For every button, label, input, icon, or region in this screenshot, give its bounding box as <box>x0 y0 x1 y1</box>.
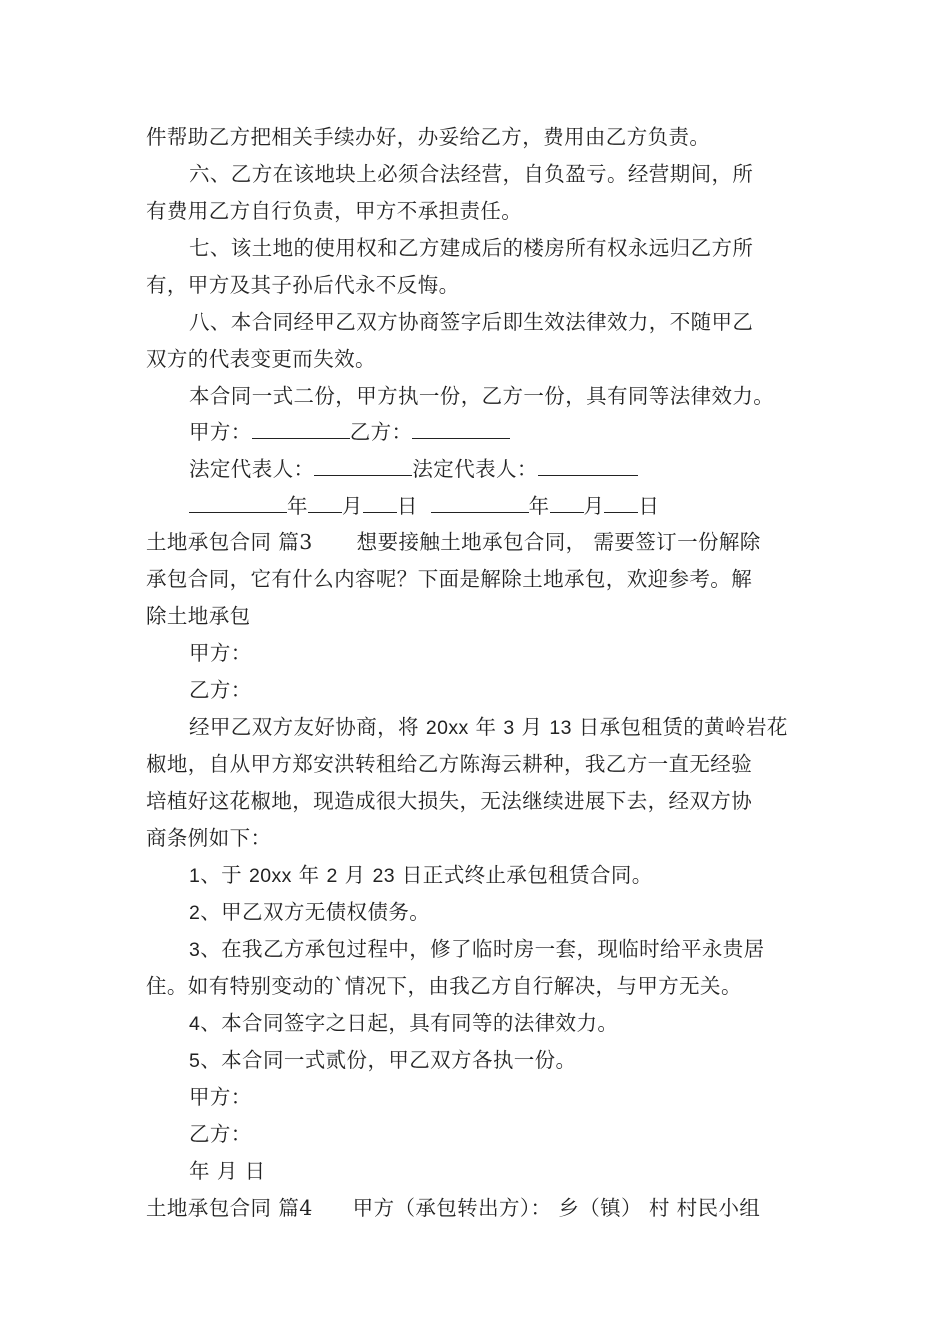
section-3-intro: 想要接触土地承包合同， 需要签订一份解除 <box>356 530 761 554</box>
date-blank <box>431 490 529 513</box>
list-item-1: 1、于 20xx 年 2 月 23 日正式终止承包租赁合同。 <box>189 863 653 887</box>
copies-clause: 本合同一式二份，甲方执一份，乙方一份，具有同等法律效力。 <box>189 384 775 408</box>
negotiation-paragraph: 经甲乙双方友好协商，将 20xx 年 3 月 13 日承包租赁的黄岭岩花 <box>189 715 788 739</box>
signature-dates: 年 月 日 年 月 日 <box>189 490 859 521</box>
section-4-heading: 土地承包合同 篇4 <box>146 1196 313 1220</box>
signature-blank <box>412 416 510 439</box>
text-line: 双方的代表变更而失效。 <box>146 347 376 371</box>
list-item-5: 5、本合同一式贰份，甲乙双方各执一份。 <box>189 1048 577 1072</box>
sign-party-a: 甲方： <box>189 1085 252 1109</box>
party-a-label: 甲方： <box>189 420 252 444</box>
party-a-line: 甲方： <box>189 641 252 665</box>
text-line: 商条例如下： <box>146 826 272 850</box>
date-blank <box>363 490 397 513</box>
party-b-line: 乙方： <box>189 678 252 702</box>
text-line: 住。如有特别变动的`情况下，由我乙方自行解决，与甲方无关。 <box>146 974 742 998</box>
signature-parties <box>189 416 859 447</box>
list-item-3: 3、在我乙方承包过程中，修了临时房一套，现临时给平永贵居 <box>189 937 765 961</box>
signature-representatives <box>189 453 859 484</box>
sign-party-b: 乙方： <box>189 1122 252 1146</box>
text-line: 椒地，自从甲方郑安洪转租给乙方陈海云耕种，我乙方一直无经验 <box>146 752 753 776</box>
rep-b-label: 法定代表人： <box>412 457 538 481</box>
text-line: 有费用乙方自行负责，甲方不承担责任。 <box>146 199 523 223</box>
date-blank <box>550 490 584 513</box>
party-b-label: 乙方： <box>349 420 413 444</box>
clause-six: 六、乙方在该地块上必须合法经营，自负盈亏。经营期间，所 <box>189 162 754 186</box>
section-4-intro: 甲方（承包转出方）： 乡（镇） 村 村民小组 <box>352 1196 761 1220</box>
section-3-first-line <box>146 527 816 557</box>
text-line: 除土地承包 <box>146 604 251 628</box>
date-blank <box>189 490 287 513</box>
section-3-heading: 土地承包合同 篇3 <box>146 530 313 554</box>
clause-seven: 七、该土地的使用权和乙方建成后的楼房所有权永远归乙方所 <box>189 236 754 260</box>
date-blank <box>604 490 638 513</box>
date-blank <box>308 490 342 513</box>
signature-blank <box>314 453 412 476</box>
list-item-4: 4、本合同签字之日起，具有同等的法律效力。 <box>189 1011 619 1035</box>
list-item-2: 2、甲乙双方无债权债务。 <box>189 900 431 924</box>
signature-blank <box>252 416 350 439</box>
text-line: 培植好这花椒地，现造成很大损失，无法继续进展下去，经双方协 <box>146 789 753 813</box>
text-line: 件帮助乙方把相关手续办好，办妥给乙方，费用由乙方负责。 <box>146 125 711 149</box>
text-line: 有，甲方及其子孙后代永不反悔。 <box>146 273 460 297</box>
text-line: 承包合同，它有什么内容呢？下面是解除土地承包，欢迎参考。解 <box>146 567 753 591</box>
clause-eight: 八、本合同经甲乙双方协商签字后即生效法律效力，不随甲乙 <box>189 310 754 334</box>
section-4-first-line <box>146 1193 816 1223</box>
rep-a-label: 法定代表人： <box>189 457 315 481</box>
signature-blank <box>538 453 638 476</box>
sign-date: 年 月 日 <box>189 1159 266 1183</box>
